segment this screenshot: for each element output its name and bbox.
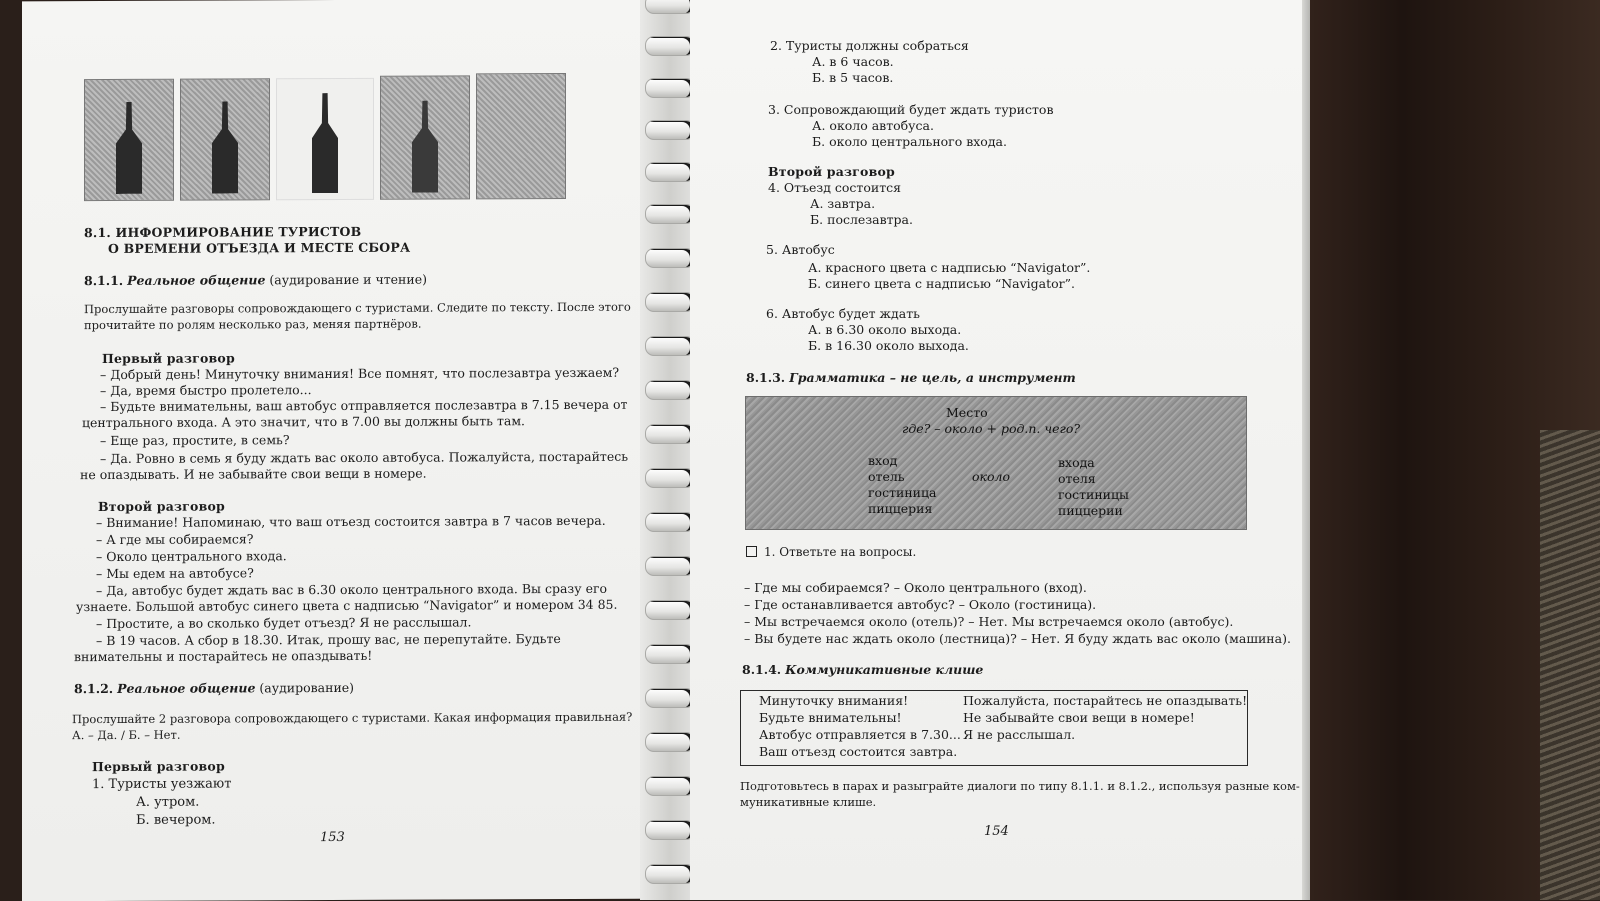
dialog2-line: – В 19 часов. А сбор в 18.30. Итак, прошу вас, не перепутайте. Будьте (96, 631, 561, 649)
page-number-right: 154 (984, 824, 1009, 839)
grammar-left-word: отель (868, 469, 905, 484)
task1-line: – Вы будете нас ждать около (лестница)? – Нет. Я буду ждать вас около (машина). (744, 631, 1291, 646)
dialog1-line: – Еще раз, простите, в семь? (100, 432, 290, 449)
question-2: 2. Туристы должны собраться (770, 38, 969, 53)
final-instruction-line2: муникативные клише. (740, 795, 877, 809)
question-4: 4. Отъезд состоится (768, 180, 902, 195)
question-5: 5. Автобус (766, 242, 835, 257)
right-page (690, 0, 1302, 900)
grammar-right-word: пиццерии (1058, 503, 1123, 518)
heading-number: 8.1.2. (74, 680, 114, 697)
dialog2-line: – Простите, а во сколько будет отъезд? Я не расслышал. (96, 614, 472, 632)
question-3-option-a: А. около автобуса. (812, 118, 934, 133)
binding-coil (645, 380, 695, 400)
cliche-left: Автобус отправляется в 7.30... (759, 727, 961, 742)
block2-title: Второй разговор (768, 164, 895, 179)
question-3: 3. Сопровождающий будет ждать туристов (768, 102, 1054, 117)
task1-line: – Где останавливается автобус? – Около (гостиница). (744, 597, 1097, 612)
heading-8-1-1 (84, 272, 427, 289)
binding-coil (645, 820, 695, 840)
heading-8-1-4 (742, 662, 983, 678)
binding-coil (645, 512, 695, 532)
binding-coil (645, 36, 695, 56)
photo-bottle-4 (380, 75, 470, 199)
grammar-table (745, 396, 1247, 530)
question-1-option-a: А. утром. (136, 794, 200, 810)
grammar-subheading: где? – около + род.п. чего? (902, 421, 1081, 436)
heading-number: 8.1.3. (746, 370, 786, 385)
cliche-left: Минуточку внимания! (759, 693, 909, 708)
grammar-right-word: отеля (1058, 471, 1096, 486)
heading-8-1-2 (74, 680, 354, 697)
photo-wine-glasses (476, 73, 566, 199)
final-instruction-line1: Подготовьтесь в парах и разыграйте диалоги по типу 8.1.1. и 8.1.2., используя разные ком- (740, 779, 1300, 793)
heading-8-1-3 (746, 370, 1076, 386)
heading-number: 8.1.1. (84, 272, 124, 289)
dialog1-line: – Будьте внимательны, ваш автобус отправляется послезавтра в 7.15 вечера от (100, 396, 628, 415)
photo-strip (84, 73, 566, 201)
binding-coil (645, 78, 695, 98)
cliche-right: Не забывайте свои вещи в номере! (963, 710, 1195, 725)
dialog1-title: Первый разговор (102, 350, 235, 367)
cliche-table (740, 690, 1248, 766)
grammar-right-word: гостиницы (1058, 487, 1129, 502)
grammar-left-word: гостиница (868, 485, 937, 500)
heading-note: (аудирование и чтение) (269, 271, 427, 288)
left-page (22, 0, 652, 901)
dialog2-line: – Внимание! Напоминаю, что ваш отъезд состоится завтра в 7 часов вечера. (96, 512, 606, 531)
task1-line: – Где мы собираемся? – Около центрального (вход). (744, 580, 1087, 595)
instruction-8-1-1-line2: прочитайте по ролям несколько раз, меняя партнёров. (84, 316, 422, 333)
binding-coil (645, 424, 695, 444)
binding-coil (645, 644, 695, 664)
binding-coil (645, 732, 695, 752)
dialog1-line: центрального входа. А это значит, что в 7.00 вы должны быть там. (82, 413, 526, 431)
question-6-option-a: А. в 6.30 около выхода. (808, 322, 962, 337)
question-1: 1. Туристы уезжают (92, 776, 232, 793)
dialog2-line: – А где мы собираемся? (96, 531, 254, 548)
dialog2-line: – Мы едем на автобусе? (96, 565, 254, 582)
question-4-option-a: А. завтра. (810, 196, 876, 211)
heading-title: Реальное общение (117, 680, 256, 696)
question-2-option-a: А. в 6 часов. (812, 54, 894, 69)
task1-line: – Мы встречаемся около (отель)? – Нет. Мы встречаемся около (автобус). (744, 614, 1234, 629)
question-4-option-b: Б. послезавтра. (810, 212, 913, 227)
section-title-line1: 8.1. ИНФОРМИРОВАНИЕ ТУРИСТОВ (84, 223, 362, 241)
heading-note: (аудирование) (259, 679, 355, 696)
binding-coil (645, 120, 695, 140)
binding-coil (645, 776, 695, 796)
binding-coil (645, 468, 695, 488)
instruction-8-1-2-line2: А. – Да. / Б. – Нет. (72, 727, 181, 743)
dialog2-title: Второй разговор (98, 498, 225, 515)
exercise-checkbox-icon (746, 546, 757, 557)
question-5-option-a: А. красного цвета с надписью “Navigator”. (808, 260, 1091, 275)
dialog1-line: – Да, время быстро пролетело... (100, 382, 312, 399)
photo-bottle-1 (84, 79, 174, 201)
binding-coil (645, 336, 695, 356)
binding-coil (645, 204, 695, 224)
grammar-left-word: пиццерия (868, 501, 933, 516)
binding-coil (645, 688, 695, 708)
question-6: 6. Автобус будет ждать (766, 306, 920, 321)
cliche-right: Я не расслышал. (963, 727, 1076, 742)
dialog1-line: – Да. Ровно в семь я буду ждать вас около автобуса. Пожалуйста, постарайтесь (100, 448, 629, 467)
heading-title: Грамматика – не цель, а инструмент (789, 370, 1076, 385)
page-number-left: 153 (320, 829, 345, 846)
grammar-right-word: входа (1058, 455, 1095, 470)
binding-coil (645, 292, 695, 312)
cliche-right: Пожалуйста, постарайтесь не опаздывать! (963, 693, 1248, 708)
binding-coil (645, 864, 695, 884)
dialog2-line: узнаете. Большой автобус синего цвета с надписью “Navigator” и номером 34 85. (76, 596, 618, 615)
heading-number: 8.1.4. (742, 662, 782, 677)
binding-coil (645, 600, 695, 620)
instruction-8-1-1-line1: Прослушайте разговоры сопровождающего с туристами. Следите по тексту. После этого (84, 299, 631, 317)
dialog2-line: внимательны и постарайтесь не опаздывать! (74, 647, 373, 665)
binding-coil (645, 556, 695, 576)
question-block-title: Первый разговор (92, 758, 225, 775)
binding-coil (645, 0, 695, 14)
instruction-8-1-2-line1: Прослушайте 2 разговора сопровождающего с туристами. Какая информация правильная? (72, 709, 633, 727)
binding-coil (645, 162, 695, 182)
photo-bottle-2 (180, 78, 270, 200)
grammar-heading: Место (946, 405, 988, 420)
dialog2-line: – Около центрального входа. (96, 548, 287, 565)
rug-fringe (1540, 430, 1600, 900)
dialog2-line: – Да, автобус будет ждать вас в 6.30 около центрального входа. Вы сразу его (96, 580, 608, 599)
section-title-line2: О ВРЕМЕНИ ОТЪЕЗДА И МЕСТЕ СБОРА (108, 239, 411, 256)
binding-coil (645, 248, 695, 268)
grammar-middle-word: около (972, 469, 1011, 484)
grammar-left-word: вход (868, 453, 898, 468)
question-2-option-b: Б. в 5 часов. (812, 70, 894, 85)
question-1-option-b: Б. вечером. (136, 812, 216, 828)
heading-title: Коммуникативные клише (785, 662, 984, 677)
heading-title: Реальное общение (127, 272, 266, 288)
cliche-left: Ваш отъезд состоится завтра. (759, 744, 958, 759)
cliche-left: Будьте внимательны! (759, 710, 902, 725)
question-3-option-b: Б. около центрального входа. (812, 134, 1007, 149)
dialog1-line: – Добрый день! Минуточку внимания! Все помнят, что послезавтра уезжаем? (100, 364, 620, 383)
dialog1-line: не опаздывать. И не забывайте свои вещи в номере. (80, 465, 427, 483)
question-5-option-b: Б. синего цвета с надписью “Navigator”. (808, 276, 1076, 291)
question-6-option-b: Б. в 16.30 около выхода. (808, 338, 969, 353)
photo-bottle-3 (276, 78, 374, 200)
task1-title: 1. Ответьте на вопросы. (764, 545, 917, 559)
